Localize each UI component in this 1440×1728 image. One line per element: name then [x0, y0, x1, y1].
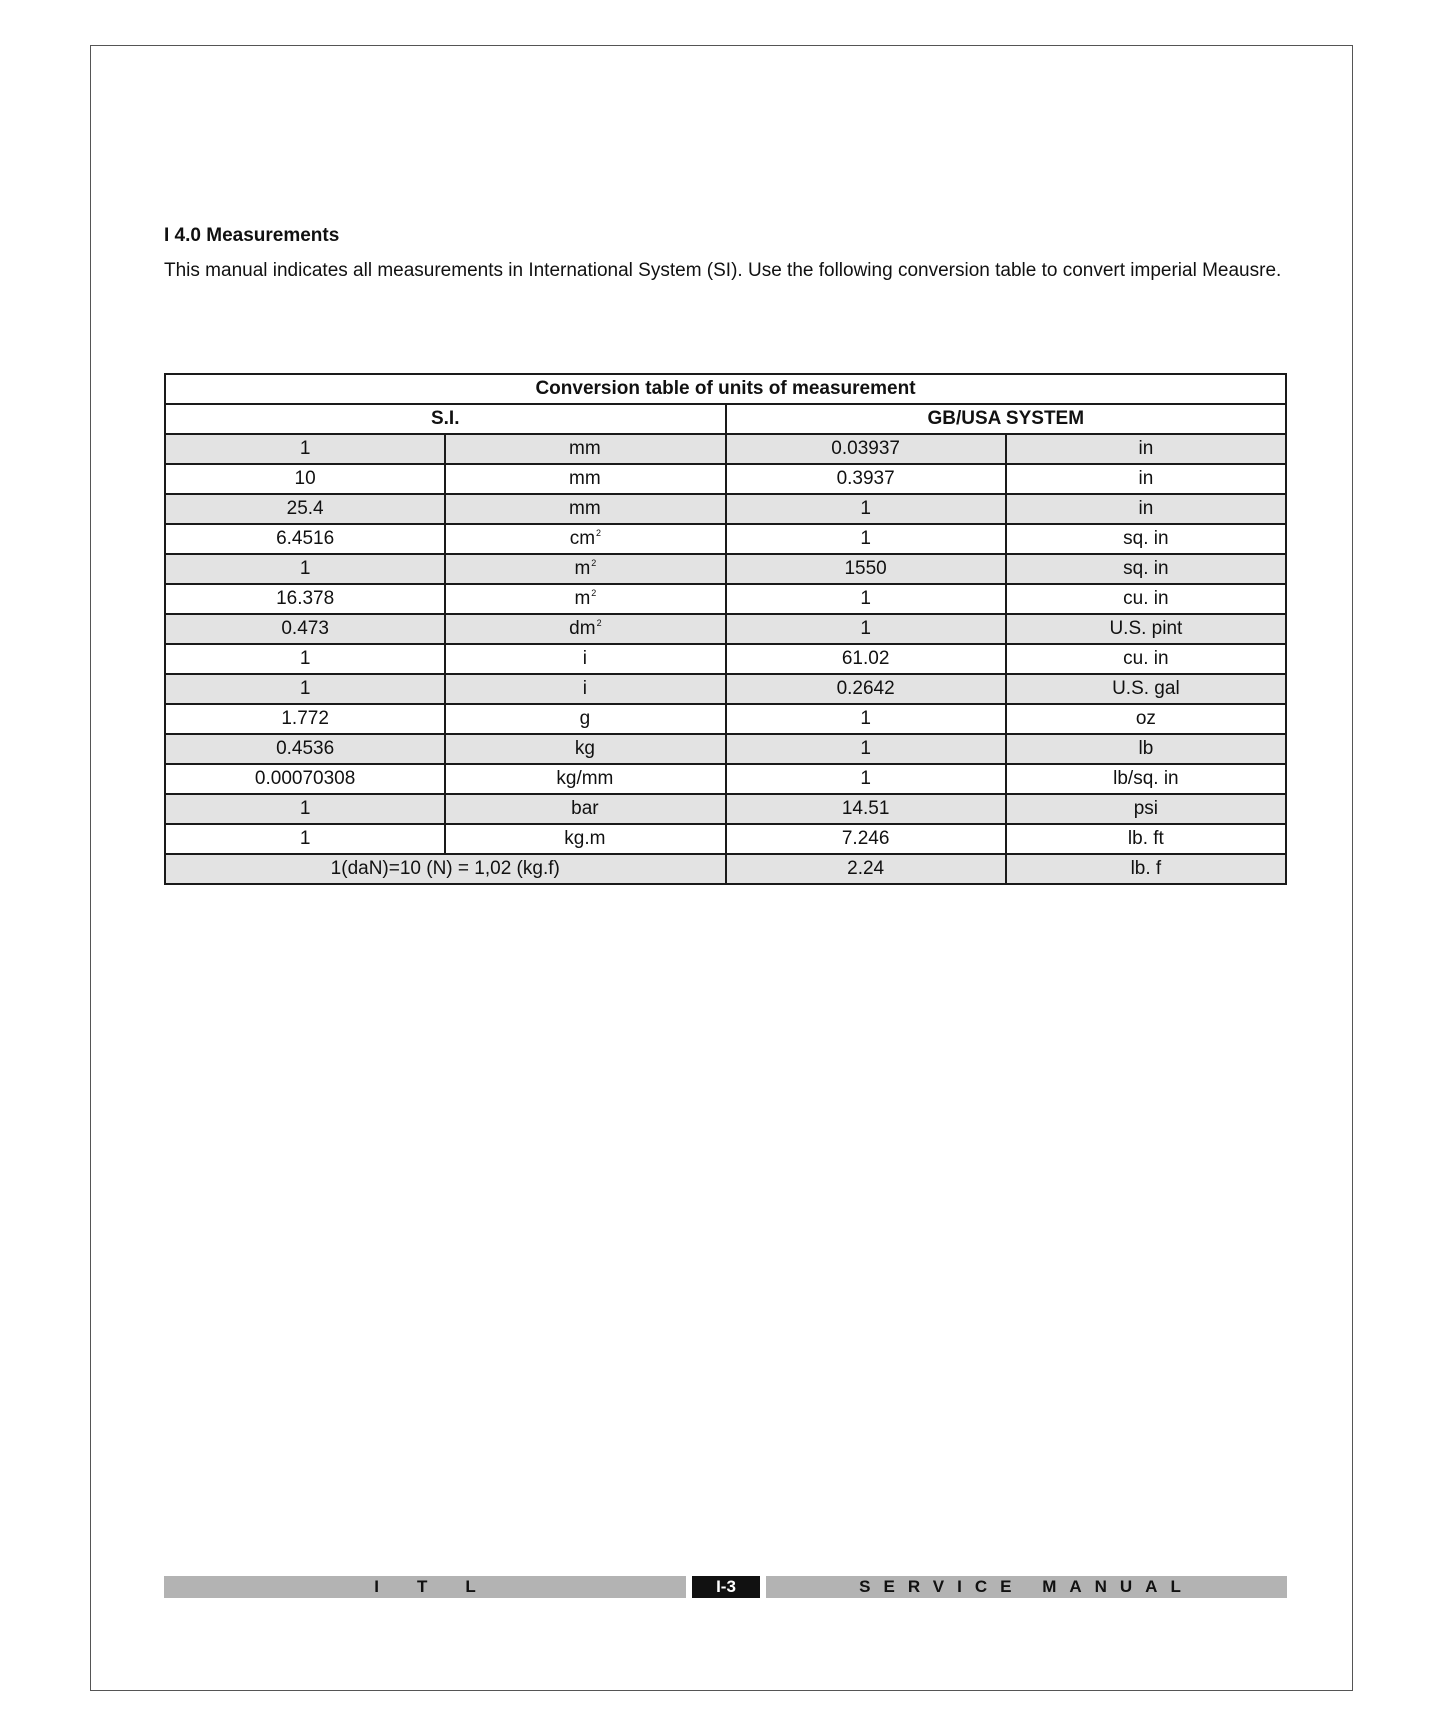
si-unit: mm	[445, 494, 725, 524]
gb-unit: lb	[1006, 734, 1286, 764]
table-row	[165, 524, 1286, 554]
gb-value: 1550	[726, 554, 1006, 584]
footer-title: SERVICE MANUAL	[766, 1576, 1287, 1598]
table-row	[165, 584, 1286, 614]
si-value: 0.473	[165, 614, 445, 644]
si-unit: bar	[445, 794, 725, 824]
si-unit: $m^2$	[445, 584, 725, 614]
gb-value: 0.3937	[726, 464, 1006, 494]
gb-value: 0.03937	[726, 434, 1006, 464]
gb-unit: psi	[1006, 794, 1286, 824]
gb-value: 1	[726, 734, 1006, 764]
footer-brand-letter: I	[374, 1577, 379, 1596]
gb-unit: lb. f	[1006, 854, 1286, 884]
gb-value: 0.2642	[726, 674, 1006, 704]
si-unit: $dm^2$	[445, 614, 725, 644]
footer-brand	[164, 1576, 686, 1598]
si-value: 10	[165, 464, 445, 494]
section-heading: I 4.0 Measurements	[164, 225, 340, 246]
gb-value: 1	[726, 524, 1006, 554]
gb-unit: lb/sq. in	[1006, 764, 1286, 794]
si-unit: mm	[445, 464, 725, 494]
si-group-header: S.I.	[165, 404, 726, 434]
si-value: 1	[165, 554, 445, 584]
table-row	[165, 734, 1286, 764]
footer-brand-letter: T	[416, 1577, 428, 1596]
gb-unit: in	[1006, 434, 1286, 464]
si-value: 1	[165, 434, 445, 464]
conversion-table	[164, 373, 1287, 885]
si-value: 1	[165, 674, 445, 704]
gb-value: 2.24	[726, 854, 1006, 884]
si-value: 1	[165, 794, 445, 824]
gb-value: 1	[726, 764, 1006, 794]
table-row	[165, 674, 1286, 704]
gb-unit: cu. in	[1006, 644, 1286, 674]
table-row	[165, 614, 1286, 644]
gb-unit: lb. ft	[1006, 824, 1286, 854]
si-unit: mm	[445, 434, 725, 464]
gb-value: 7.246	[726, 824, 1006, 854]
table-row	[165, 554, 1286, 584]
gb-group-header: GB/USA SYSTEM	[726, 404, 1287, 434]
gb-unit: in	[1006, 494, 1286, 524]
gb-unit: U.S. pint	[1006, 614, 1286, 644]
gb-unit: oz	[1006, 704, 1286, 734]
gb-value: 1	[726, 584, 1006, 614]
si-value: 1	[165, 644, 445, 674]
gb-value: 1	[726, 614, 1006, 644]
si-value: 25.4	[165, 494, 445, 524]
si-unit: kg	[445, 734, 725, 764]
table-title: Conversion table of units of measurement	[165, 374, 1286, 404]
si-value: 16.378	[165, 584, 445, 614]
si-value: 6.4516	[165, 524, 445, 554]
gb-value: 1	[726, 494, 1006, 524]
intro-paragraph: This manual indicates all measurements in International System (SI). Use the following conversion table to convert imperial Meausre.	[164, 260, 1282, 281]
si-unit: i	[445, 644, 725, 674]
gb-value: 1	[726, 704, 1006, 734]
si-value: 0.4536	[165, 734, 445, 764]
footer-brand-letter: L	[465, 1577, 476, 1596]
si-value: 1	[165, 824, 445, 854]
si-unit: i	[445, 674, 725, 704]
table-row	[165, 464, 1286, 494]
si-force-equivalence: 1(daN)=10 (N) = 1,02 (kg.f)	[165, 854, 726, 884]
si-unit: $m^2$	[445, 554, 725, 584]
table-row	[165, 494, 1286, 524]
si-unit: kg/mm	[445, 764, 725, 794]
table-row	[165, 764, 1286, 794]
gb-value: 14.51	[726, 794, 1006, 824]
table-row-force	[165, 854, 1286, 884]
gb-unit: sq. in	[1006, 524, 1286, 554]
table-row	[165, 704, 1286, 734]
si-unit: kg.m	[445, 824, 725, 854]
si-value: 0.00070308	[165, 764, 445, 794]
page-number: I-3	[692, 1576, 760, 1598]
si-unit: g	[445, 704, 725, 734]
gb-value: 61.02	[726, 644, 1006, 674]
gb-unit: sq. in	[1006, 554, 1286, 584]
gb-unit: cu. in	[1006, 584, 1286, 614]
table-row	[165, 434, 1286, 464]
si-value: 1.772	[165, 704, 445, 734]
si-unit: $cm^2$	[445, 524, 725, 554]
table-row	[165, 824, 1286, 854]
table-row	[165, 794, 1286, 824]
table-row	[165, 644, 1286, 674]
gb-unit: in	[1006, 464, 1286, 494]
gb-unit: U.S. gal	[1006, 674, 1286, 704]
